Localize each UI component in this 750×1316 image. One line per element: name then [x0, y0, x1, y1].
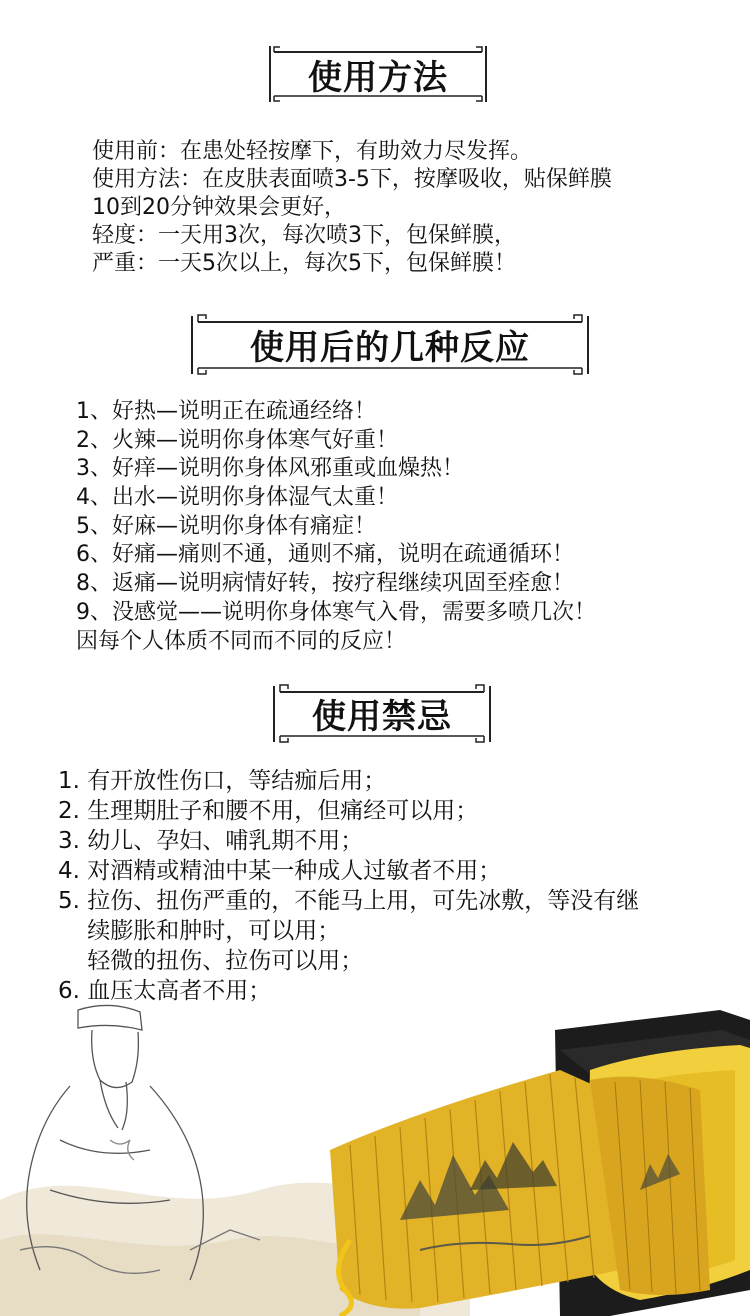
section-reactions-heading: 使用后的几种反应 [250, 327, 530, 368]
usage-line: 严重：一天5次以上，每次5下，包保鲜膜！ [92, 251, 516, 276]
usage-line: 10到20分钟效果会更好， [92, 195, 346, 220]
section-usage-title [268, 44, 488, 104]
section-usage-heading: 使用方法 [308, 57, 448, 98]
usage-paragraph [92, 138, 612, 278]
usage-line: 使用方法：在皮肤表面喷3-5下，按摩吸收，贴保鲜膜 [92, 167, 612, 192]
section-contraindications-title [272, 682, 492, 744]
list-item: 轻微的扭伤、拉伤可以用； [58, 948, 364, 974]
list-item: 8、返痛—说明病情好转，按疗程继续巩固至痊愈！ [76, 571, 574, 597]
reactions-list [76, 398, 596, 656]
list-item: 2、火辣—说明你身体寒气好重！ [76, 427, 398, 453]
list-item: 4. 对酒精或精油中某一种成人过敏者不用； [58, 858, 502, 884]
list-item: 因每个人体质不同而不同的反应！ [76, 628, 407, 654]
list-item: 1、好热—说明正在疏通经络！ [76, 399, 376, 424]
list-item: 5. 拉伤、扭伤严重的，不能马上用，可先冰敷，等没有继 [58, 888, 640, 914]
list-item: 5、好麻—说明你身体有痛症！ [76, 513, 376, 539]
usage-line: 轻度：一天用3次，每次喷3下，包保鲜膜， [92, 223, 516, 248]
list-item: 9、没感觉——说明你身体寒气入骨，需要多喷几次！ [76, 599, 596, 625]
bottom-illustration [0, 990, 750, 1316]
contraindications-list [58, 766, 639, 1006]
list-item: 2. 生理期肚子和腰不用，但痛经可以用； [58, 798, 479, 824]
list-item: 续膨胀和肿时，可以用； [58, 918, 341, 944]
list-item: 3. 幼儿、孕妇、哺乳期不用； [58, 828, 364, 854]
list-item: 4、出水—说明你身体湿气太重！ [76, 485, 398, 511]
list-item: 6. 血压太高者不用； [58, 978, 272, 1004]
list-item: 6、好痛—痛则不通，通则不痛，说明在疏通循环！ [76, 542, 574, 568]
section-contraindications-heading: 使用禁忌 [312, 696, 452, 737]
section-reactions-title [190, 312, 590, 376]
usage-line: 使用前：在患处轻按摩下，有助效力尽发挥。 [92, 139, 533, 164]
list-item: 1. 有开放性伤口，等结痂后用； [58, 768, 387, 794]
bamboo-scroll-icon [330, 1070, 710, 1316]
list-item: 3、好痒—说明你身体风邪重或血燥热！ [76, 456, 464, 482]
